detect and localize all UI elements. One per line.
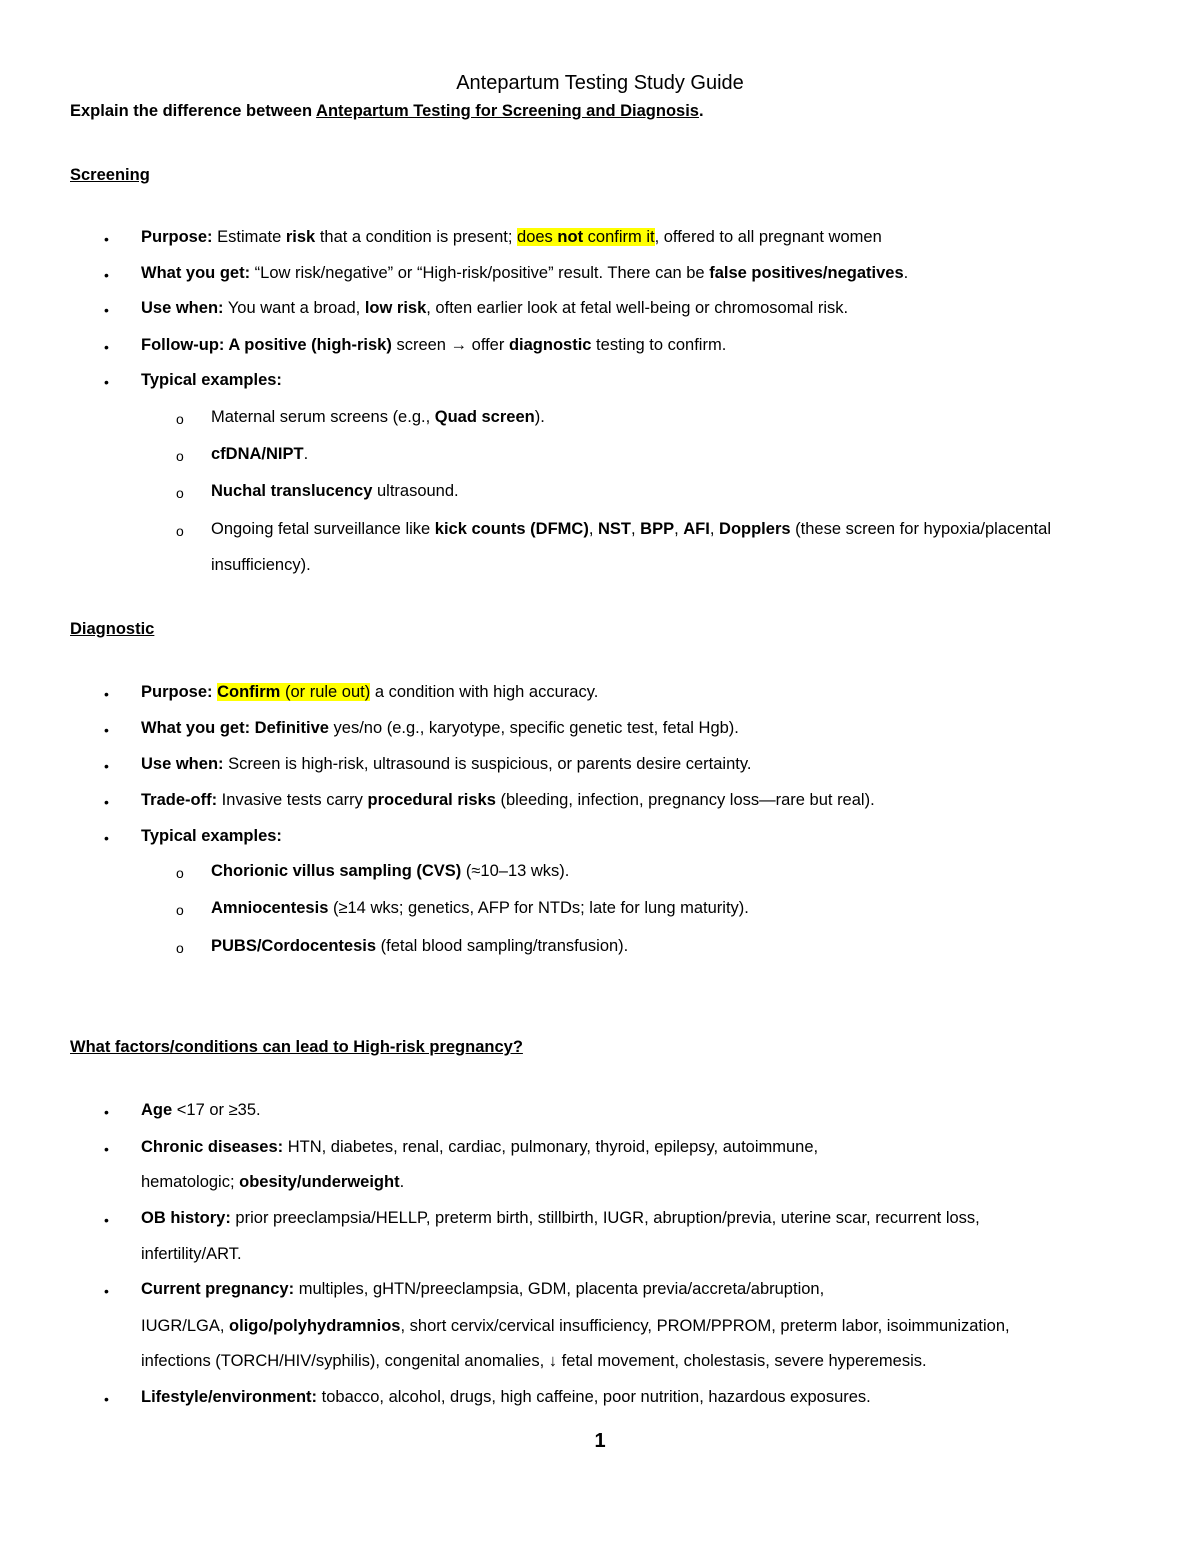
high-risk-current-pregnancy-cont: IUGR/LGA, oligo/polyhydramnios, short cervix/cervical insufficiency, PROM/PPROM, preterm labor, isoimmunization, <box>141 1317 1010 1335</box>
diagnostic-example-cvs: Chorionic villus sampling (CVS) (≈10–13 wks). <box>211 862 570 880</box>
sub-bullet-icon: o <box>176 523 184 539</box>
high-risk-ob-history-cont: infertility/ART. <box>141 1245 242 1263</box>
diagnostic-what-you-get: What you get: Definitive yes/no (e.g., karyotype, specific genetic test, fetal Hgb). <box>141 719 739 737</box>
bullet-icon: • <box>104 830 109 846</box>
screening-follow-up: Follow-up: A positive (high-risk) screen → offer diagnostic testing to confirm. <box>141 336 727 354</box>
page-number: 1 <box>594 1430 606 1452</box>
bullet-icon: • <box>104 758 109 774</box>
diagnostic-example-amnio: Amniocentesis (≥14 wks; genetics, AFP for NTDs; late for lung maturity). <box>211 899 749 917</box>
section-heading-diagnostic: Diagnostic <box>70 620 155 638</box>
sub-bullet-icon: o <box>176 865 184 881</box>
screening-example-cfdna: cfDNA/NIPT. <box>211 445 309 463</box>
sub-bullet-icon: o <box>176 485 184 501</box>
bullet-icon: • <box>104 722 109 738</box>
high-risk-current-pregnancy-cont2: infections (TORCH/HIV/syphilis), congenital anomalies, ↓ fetal movement, cholestasis, severe hyperemesis. <box>141 1352 927 1370</box>
bullet-icon: • <box>104 1283 109 1299</box>
bullet-icon: • <box>104 686 109 702</box>
high-risk-ob-history: OB history: prior preeclampsia/HELLP, preterm birth, stillbirth, IUGR, abruption/previa, uterine scar, recurrent loss, <box>141 1209 980 1227</box>
section-heading-high-risk: What factors/conditions can lead to High-risk pregnancy? <box>70 1038 523 1056</box>
diagnostic-use-when: Use when: Screen is high-risk, ultrasound is suspicious, or parents desire certainty. <box>141 755 752 773</box>
high-risk-chronic: Chronic diseases: HTN, diabetes, renal, cardiac, pulmonary, thyroid, epilepsy, autoimmune, <box>141 1138 819 1156</box>
screening-example-surveillance: Ongoing fetal surveillance like kick counts (DFMC), NST, BPP, AFI, Dopplers (these screen for hypoxia/placental <box>211 520 1052 538</box>
high-risk-age: Age <17 or ≥35. <box>141 1101 261 1119</box>
bullet-icon: • <box>104 1104 109 1120</box>
sub-bullet-icon: o <box>176 411 184 427</box>
diagnostic-trade-off: Trade-off: Invasive tests carry procedural risks (bleeding, infection, pregnancy loss—rare but real). <box>141 791 875 809</box>
high-risk-lifestyle: Lifestyle/environment: tobacco, alcohol, drugs, high caffeine, poor nutrition, hazardous exposures. <box>141 1388 871 1406</box>
bullet-icon: • <box>104 374 109 390</box>
sub-bullet-icon: o <box>176 448 184 464</box>
diagnostic-examples-label: Typical examples: <box>141 827 282 845</box>
page-title: Antepartum Testing Study Guide <box>456 72 744 94</box>
bullet-icon: • <box>104 1391 109 1407</box>
bullet-icon: • <box>104 339 109 355</box>
screening-purpose: Purpose: Estimate risk that a condition is present; does not confirm it, offered to all pregnant women <box>141 228 882 246</box>
screening-examples-label: Typical examples: <box>141 371 282 389</box>
bullet-icon: • <box>104 231 109 247</box>
screening-example-nuchal: Nuchal translucency ultrasound. <box>211 482 459 500</box>
screening-example-quad: Maternal serum screens (e.g., Quad screen). <box>211 408 545 426</box>
screening-use-when: Use when: You want a broad, low risk, often earlier look at fetal well-being or chromosomal risk. <box>141 299 849 317</box>
screening-what-you-get: What you get: “Low risk/negative” or “High-risk/positive” result. There can be false positives/negatives. <box>141 264 909 282</box>
bullet-icon: • <box>104 794 109 810</box>
question-explain-difference: Explain the difference between Antepartum Testing for Screening and Diagnosis. <box>70 102 704 120</box>
diagnostic-example-pubs: PUBS/Cordocentesis (fetal blood sampling/transfusion). <box>211 937 629 955</box>
high-risk-current-pregnancy: Current pregnancy: multiples, gHTN/preeclampsia, GDM, placenta previa/accreta/abruption, <box>141 1280 825 1298</box>
bullet-icon: • <box>104 302 109 318</box>
sub-bullet-icon: o <box>176 940 184 956</box>
diagnostic-purpose: Purpose: Confirm (or rule out) a condition with high accuracy. <box>141 683 599 701</box>
bullet-icon: • <box>104 1141 109 1157</box>
screening-example-surveillance-cont: insufficiency). <box>211 556 311 574</box>
section-heading-screening: Screening <box>70 166 150 184</box>
high-risk-chronic-cont: hematologic; obesity/underweight. <box>141 1173 405 1191</box>
bullet-icon: • <box>104 1212 109 1228</box>
bullet-icon: • <box>104 267 109 283</box>
sub-bullet-icon: o <box>176 902 184 918</box>
